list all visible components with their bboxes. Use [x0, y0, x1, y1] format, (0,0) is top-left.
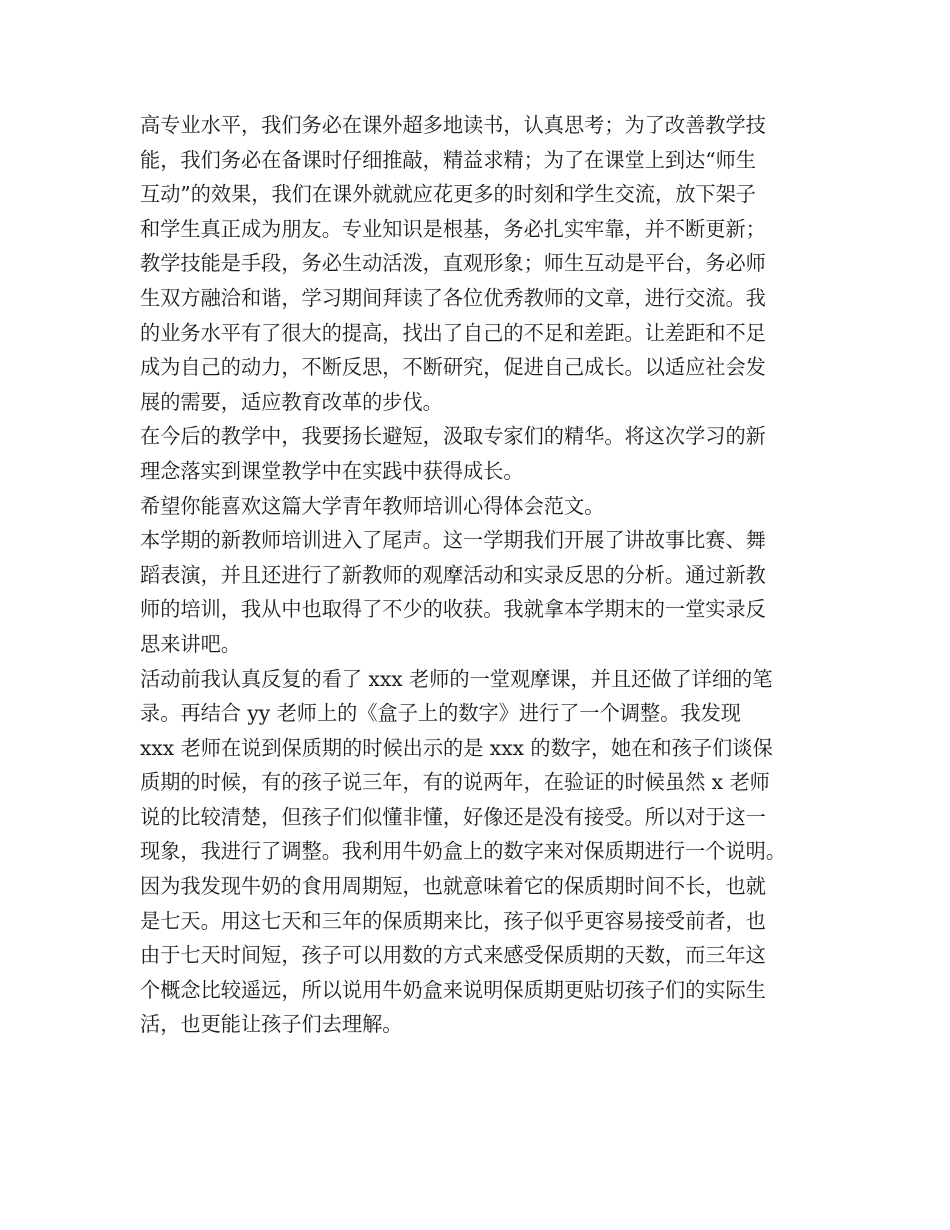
text-line: 高专业水平，我们务必在课外超多地读书，认真思考；为了改善教学技 — [140, 113, 766, 137]
document-body — [140, 108, 816, 1042]
text-line: 思来讲吧。 — [140, 631, 241, 656]
text-line: 由于七天时间短，孩子可以用数的方式来感受保质期的天数，而三年这 — [140, 943, 766, 968]
text-line: 希望你能喜欢这篇大学青年教师培训心得体会范文。 — [140, 493, 605, 518]
text-line: 理念落实到课堂教学中在实践中获得成长。 — [140, 458, 524, 483]
text-line: 蹈表演，并且还进行了新教师的观摩活动和实录反思的分析。通过新教 — [140, 562, 766, 587]
text-line: 成为自己的动力，不断反思，不断研究，促进自己成长。以适应社会发 — [140, 355, 766, 380]
text-line: 互动”的效果，我们在课外就就应花更多的时刻和学生交流，放下架子 — [140, 182, 756, 207]
text-line: 活，也更能让孩子们去理解。 — [140, 1012, 403, 1037]
text-line: 本学期的新教师培训进入了尾声。这一学期我们开展了讲故事比赛、舞 — [140, 528, 766, 553]
text-line: 活动前我认真反复的看了 xxx 老师的一堂观摩课，并且还做了详细的笔 — [140, 666, 773, 691]
text-line: 录。再结合 yy 老师上的《盒子上的数字》进行了一个调整。我发现 — [140, 701, 741, 726]
text-line: 在今后的教学中，我要扬长避短，汲取专家们的精华。将这次学习的新 — [140, 424, 766, 449]
text-line: 现象，我进行了调整。我利用牛奶盒上的数字来对保质期进行一个说明。 — [140, 839, 787, 864]
text-line: 展的需要，适应教育改革的步伐。 — [140, 389, 443, 414]
text-line: xxx 老师在说到保质期的时候出示的是 xxx 的数字，她在和孩子们谈保 — [140, 735, 773, 760]
text-line: 质期的时候，有的孩子说三年，有的说两年，在验证的时候虽然 x 老师 — [140, 770, 770, 795]
text-line: 生双方融洽和谐，学习期间拜读了各位优秀教师的文章，进行交流。我 — [140, 285, 766, 310]
text-line: 师的培训，我从中也取得了不少的收获。我就拿本学期末的一堂实录反 — [140, 597, 766, 622]
text-line: 说的比较清楚，但孩子们似懂非懂，好像还是没有接受。所以对于这一 — [140, 804, 766, 829]
text-line: 和学生真正成为朋友。专业知识是根基，务必扎实牢靠，并不断更新； — [140, 216, 766, 241]
text-line: 是七天。用这七天和三年的保质期来比，孩子似乎更容易接受前者，也 — [140, 908, 766, 933]
text-line: 能，我们务必在备课时仔细推敲，精益求精；为了在课堂上到达“师生 — [140, 147, 756, 172]
text-line: 个概念比较遥远，所以说用牛奶盒来说明保质期更贴切孩子们的实际生 — [140, 977, 766, 1002]
text-line: 因为我发现牛奶的食用周期短，也就意味着它的保质期时间不长，也就 — [140, 874, 766, 899]
text-line: 教学技能是手段，务必生动活泼，直观形象；师生互动是平台，务必师 — [140, 251, 766, 276]
text-line: 的业务水平有了很大的提高，找出了自己的不足和差距。让差距和不足 — [140, 320, 766, 345]
